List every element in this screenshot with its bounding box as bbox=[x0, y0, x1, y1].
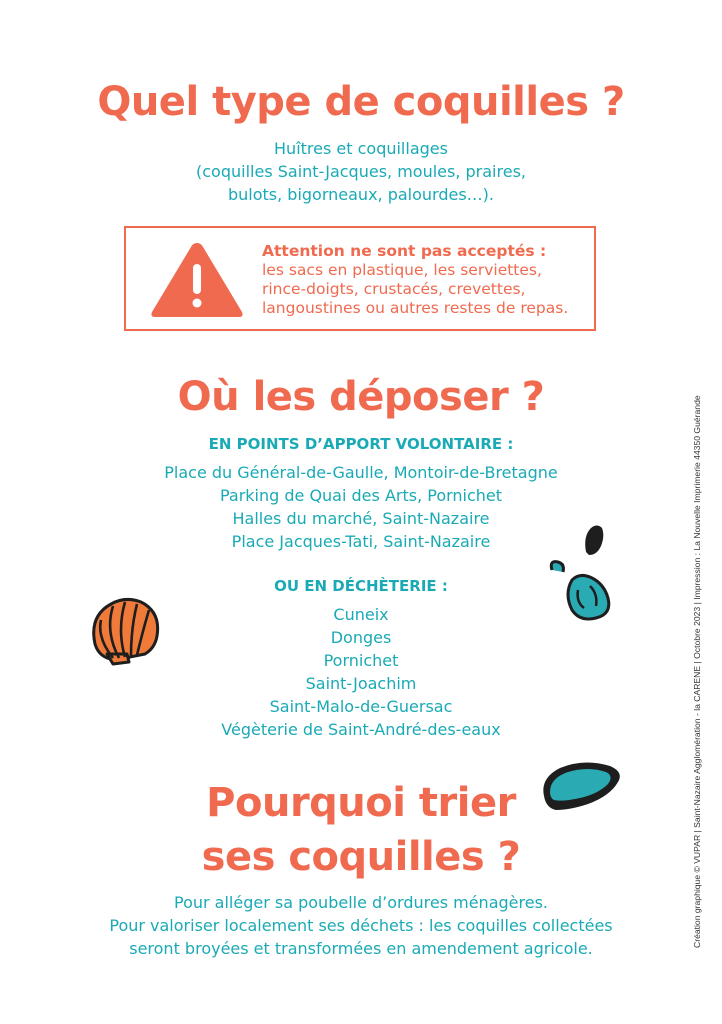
section-title-type: Quel type de coquilles ? bbox=[97, 79, 625, 125]
section-title-where: Où les déposer ? bbox=[177, 374, 545, 420]
warning-box bbox=[124, 226, 596, 331]
dechet-heading: OU EN DÉCHÈTERIE : bbox=[274, 577, 448, 595]
warning-text bbox=[262, 242, 592, 318]
credit-line: Création graphique © VUPAR | Saint-Nazaire Agglomération - la CARENE | Octobre 2023 | Impression : La Nouvelle Imprimerie 44350 Guérande bbox=[692, 395, 702, 948]
point-item: Place du Général-de-Gaulle, Montoir-de-Bretagne bbox=[164, 463, 558, 482]
type-line-2: (coquilles Saint-Jacques, moules, praires, bbox=[196, 162, 526, 181]
dechet-item: Végèterie de Saint-André-des-eaux bbox=[221, 720, 501, 739]
point-item: Parking de Quai des Arts, Pornichet bbox=[219, 486, 503, 505]
dechet-item: Saint-Joachim bbox=[305, 674, 417, 693]
why-line-3: seront broyées et transformées en amendement agricole. bbox=[129, 939, 593, 958]
type-line-3: bulots, bigorneaux, palourdes…). bbox=[227, 185, 495, 204]
point-item: Place Jacques-Tati, Saint-Nazaire bbox=[231, 532, 491, 551]
mussel-shell-icon bbox=[536, 758, 628, 822]
dechet-item: Cuneix bbox=[333, 605, 389, 624]
why-description bbox=[0, 891, 722, 960]
warning-line-2: rince-doigts, crustacés, crevettes, bbox=[262, 280, 526, 298]
dechet-item: Pornichet bbox=[323, 651, 399, 670]
warning-icon bbox=[148, 239, 246, 321]
mussel-shell-icon bbox=[581, 522, 607, 558]
dechet-item: Donges bbox=[330, 628, 392, 647]
why-line-2: Pour valoriser localement ses déchets : les coquilles collectées bbox=[109, 916, 613, 935]
section-title-why-2: ses coquilles ? bbox=[201, 834, 521, 880]
points-list bbox=[0, 461, 722, 553]
type-description bbox=[0, 137, 722, 206]
dechet-item: Saint-Malo-de-Guersac bbox=[269, 697, 453, 716]
why-line-1: Pour alléger sa poubelle d’ordures ménagères. bbox=[174, 893, 548, 912]
warning-line-3: langoustines ou autres restes de repas. bbox=[262, 299, 569, 317]
warning-line-1: les sacs en plastique, les serviettes, bbox=[262, 261, 542, 279]
section-title-why-1: Pourquoi trier bbox=[206, 780, 516, 826]
point-item: Halles du marché, Saint-Nazaire bbox=[232, 509, 490, 528]
type-line-1: Huîtres et coquillages bbox=[274, 139, 448, 158]
scallop-shell-icon bbox=[85, 592, 165, 666]
points-heading: EN POINTS D’APPORT VOLONTAIRE : bbox=[208, 435, 514, 453]
oyster-shell-icon bbox=[546, 554, 616, 626]
warning-title: Attention ne sont pas acceptés : bbox=[262, 242, 547, 260]
